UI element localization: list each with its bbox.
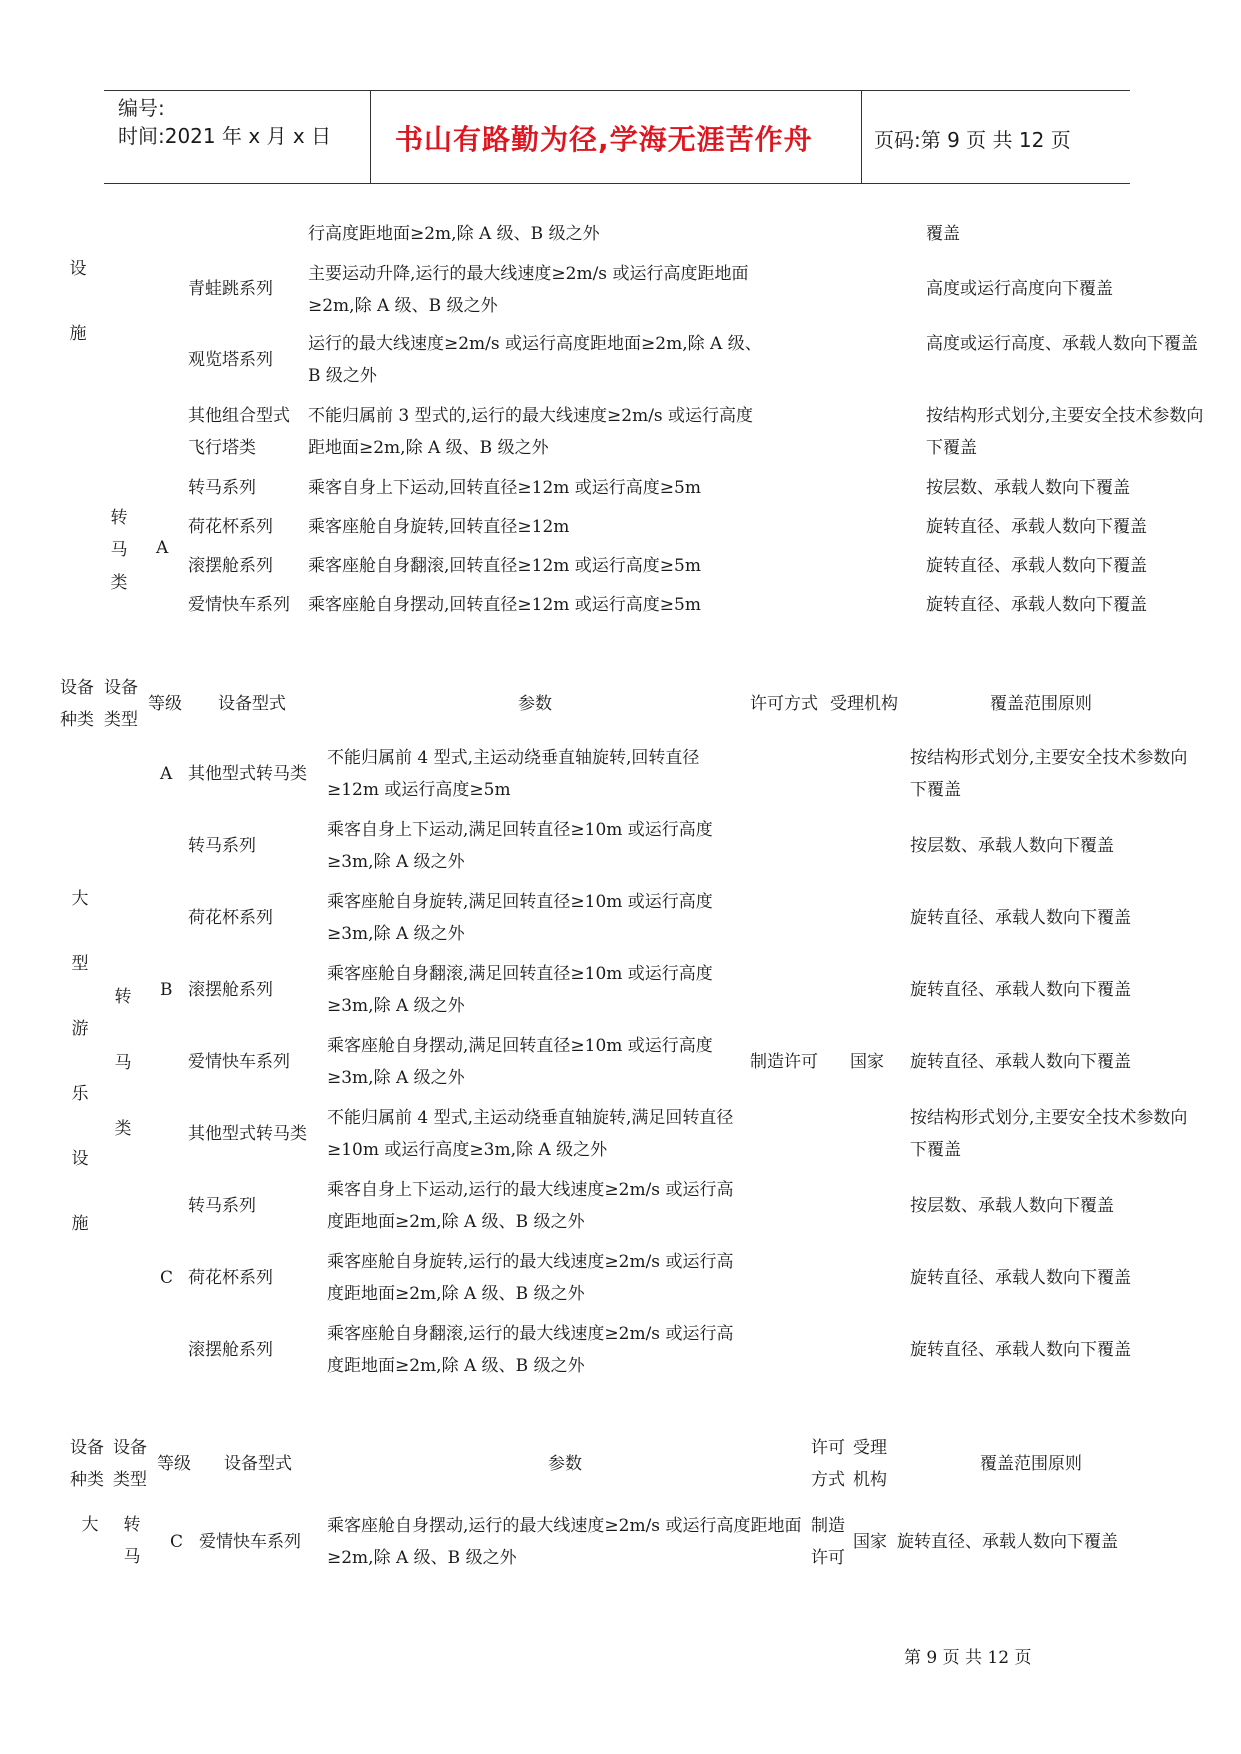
s1-model: 爱情快车系列 — [188, 595, 290, 615]
s2-model: 滚摆舱系列 — [188, 980, 273, 1000]
header-divider-right — [861, 90, 862, 184]
th-category: 设备种类 — [60, 678, 94, 730]
s1-coverage: 高度或运行高度向下覆盖 — [926, 279, 1113, 299]
s2-param: 不能归属前 4 型式,主运动绕垂直轴旋转,回转直径≥12m 或运行高度≥5m — [327, 748, 700, 800]
s1-coverage: 高度或运行高度、承载人数向下覆盖 — [926, 334, 1198, 354]
th2-category: 设备种类 — [70, 1438, 104, 1490]
s2-param: 乘客座舱自身翻滚,运行的最大线速度≥2m/s 或运行高度距地面≥2m,除 A 级、B 级之外 — [327, 1324, 734, 1376]
s2-agency: 国家 — [850, 1052, 884, 1072]
s1-model: 青蛙跳系列 — [188, 279, 273, 299]
s3-permit: 制造许可 — [811, 1516, 845, 1568]
s1-model: 转马系列 — [188, 478, 256, 498]
th-model: 设备型式 — [218, 694, 286, 714]
s2-model: 转马系列 — [188, 836, 256, 856]
s1-coverage: 旋转直径、承载人数向下覆盖 — [926, 595, 1147, 615]
s3-agency: 国家 — [853, 1532, 887, 1552]
s2-category-char: 大 — [71, 889, 89, 909]
th2-permit: 许可方式 — [811, 1438, 845, 1490]
th-param: 参数 — [518, 694, 552, 714]
s2-type-char: 转 — [114, 987, 132, 1007]
s2-param: 乘客自身上下运动,满足回转直径≥10m 或运行高度≥3m,除 A 级之外 — [327, 820, 713, 872]
s1-type-char: 类 — [110, 573, 128, 593]
s2-coverage: 按层数、承载人数向下覆盖 — [910, 1196, 1114, 1216]
s2-coverage: 按结构形式划分,主要安全技术参数向下覆盖 — [910, 1108, 1188, 1160]
header-top-rule — [104, 90, 1130, 91]
s2-param: 乘客座舱自身摆动,满足回转直径≥10m 或运行高度≥3m,除 A 级之外 — [327, 1036, 713, 1088]
s2-type-char: 类 — [114, 1119, 132, 1139]
s2-coverage: 按结构形式划分,主要安全技术参数向下覆盖 — [910, 748, 1188, 800]
s3-coverage: 旋转直径、承载人数向下覆盖 — [897, 1532, 1118, 1552]
s2-category-char: 型 — [71, 954, 89, 974]
s2-coverage: 旋转直径、承载人数向下覆盖 — [910, 1052, 1131, 1072]
s2-model: 滚摆舱系列 — [188, 1340, 273, 1360]
s2-param: 不能归属前 4 型式,主运动绕垂直轴旋转,满足回转直径≥10m 或运行高度≥3m,除 A 级之外 — [327, 1108, 734, 1160]
s1-category-char: 施 — [69, 324, 87, 344]
s2-category-char: 设 — [71, 1149, 89, 1169]
s2-permit: 制造许可 — [750, 1052, 818, 1072]
th-agency: 受理机构 — [830, 694, 898, 714]
s1-type-char: 转 — [110, 508, 128, 528]
header-bottom-rule — [104, 183, 1130, 184]
s2-category-char: 游 — [71, 1019, 89, 1039]
s1-param: 运行的最大线速度≥2m/s 或运行高度距地面≥2m,除 A 级、B 级之外 — [308, 334, 762, 386]
header-page-label: 页码:第 9 页 共 12 页 — [874, 128, 1071, 152]
header-motto: 书山有路勤为径,学海无涯苦作舟 — [395, 123, 813, 156]
s2-category-char: 施 — [71, 1214, 89, 1234]
s3-category-char: 大 — [81, 1515, 99, 1535]
s3-param: 乘客座舱自身摆动,运行的最大线速度≥2m/s 或运行高度距地面≥2m,除 A 级、B 级之外 — [327, 1516, 802, 1568]
s2-grade: C — [160, 1268, 174, 1288]
s1-model: 观览塔系列 — [188, 350, 273, 370]
s1-coverage: 按层数、承载人数向下覆盖 — [926, 478, 1130, 498]
s2-coverage: 旋转直径、承载人数向下覆盖 — [910, 980, 1131, 1000]
s2-model: 荷花杯系列 — [188, 1268, 273, 1288]
s1-param: 不能归属前 3 型式的,运行的最大线速度≥2m/s 或运行高度距地面≥2m,除 A 级、B 级之外 — [308, 406, 754, 458]
s1-param: 主要运动升降,运行的最大线速度≥2m/s 或运行高度距地面≥2m,除 A 级、B 级之外 — [308, 264, 749, 316]
s2-param: 乘客座舱自身旋转,满足回转直径≥10m 或运行高度≥3m,除 A 级之外 — [327, 892, 713, 944]
th2-coverage: 覆盖范围原则 — [980, 1454, 1082, 1474]
s1-coverage: 旋转直径、承载人数向下覆盖 — [926, 556, 1147, 576]
s1-model: 其他组合型式飞行塔类 — [188, 406, 290, 458]
th-type: 设备类型 — [104, 678, 138, 730]
s1-param: 乘客座舱自身摆动,回转直径≥12m 或运行高度≥5m — [308, 595, 701, 615]
s1-model: 滚摆舱系列 — [188, 556, 273, 576]
s2-model: 转马系列 — [188, 1196, 256, 1216]
footer-page-number: 第 9 页 共 12 页 — [904, 1648, 1032, 1668]
s2-model: 其他型式转马类 — [188, 764, 307, 784]
s2-grade: A — [160, 764, 173, 784]
s2-coverage: 按层数、承载人数向下覆盖 — [910, 836, 1114, 856]
s2-model: 其他型式转马类 — [188, 1124, 307, 1144]
s2-type-char: 马 — [114, 1053, 132, 1073]
s1-coverage: 覆盖 — [926, 224, 960, 244]
s2-coverage: 旋转直径、承载人数向下覆盖 — [910, 1340, 1131, 1360]
s3-grade: C — [170, 1532, 184, 1552]
s2-param: 乘客座舱自身旋转,运行的最大线速度≥2m/s 或运行高度距地面≥2m,除 A 级、B 级之外 — [327, 1252, 734, 1304]
th2-agency: 受理机构 — [853, 1438, 887, 1490]
s1-param: 乘客座舱自身旋转,回转直径≥12m — [308, 517, 570, 537]
s2-grade: B — [160, 980, 173, 1000]
th-coverage: 覆盖范围原则 — [990, 694, 1092, 714]
s2-coverage: 旋转直径、承载人数向下覆盖 — [910, 1268, 1131, 1288]
document-time-label: 时间:2021 年 x 月 x 日 — [118, 124, 332, 148]
s3-type-char: 转 — [123, 1515, 141, 1535]
s1-category-char: 设 — [69, 259, 87, 279]
document-number-label: 编号: — [118, 96, 165, 120]
th2-param: 参数 — [548, 1454, 582, 1474]
th2-model: 设备型式 — [224, 1454, 292, 1474]
s2-category-char: 乐 — [71, 1084, 89, 1104]
s1-grade: A — [156, 538, 169, 558]
s1-type-char: 马 — [110, 540, 128, 560]
s1-coverage: 按结构形式划分,主要安全技术参数向下覆盖 — [926, 406, 1204, 458]
th-permit: 许可方式 — [750, 694, 818, 714]
s2-model: 荷花杯系列 — [188, 908, 273, 928]
th2-type: 设备类型 — [113, 1438, 147, 1490]
s1-param: 乘客座舱自身翻滚,回转直径≥12m 或运行高度≥5m — [308, 556, 701, 576]
s1-param: 行高度距地面≥2m,除 A 级、B 级之外 — [308, 224, 600, 244]
s1-coverage: 旋转直径、承载人数向下覆盖 — [926, 517, 1147, 537]
s2-param: 乘客自身上下运动,运行的最大线速度≥2m/s 或运行高度距地面≥2m,除 A 级、B 级之外 — [327, 1180, 734, 1232]
th2-grade: 等级 — [157, 1454, 191, 1474]
s3-model: 爱情快车系列 — [199, 1532, 301, 1552]
s2-coverage: 旋转直径、承载人数向下覆盖 — [910, 908, 1131, 928]
s1-param: 乘客自身上下运动,回转直径≥12m 或运行高度≥5m — [308, 478, 701, 498]
s2-model: 爱情快车系列 — [188, 1052, 290, 1072]
th-grade: 等级 — [148, 694, 182, 714]
s3-type-char: 马 — [123, 1547, 141, 1567]
header-divider-left — [370, 90, 371, 184]
s2-param: 乘客座舱自身翻滚,满足回转直径≥10m 或运行高度≥3m,除 A 级之外 — [327, 964, 713, 1016]
s1-model: 荷花杯系列 — [188, 517, 273, 537]
